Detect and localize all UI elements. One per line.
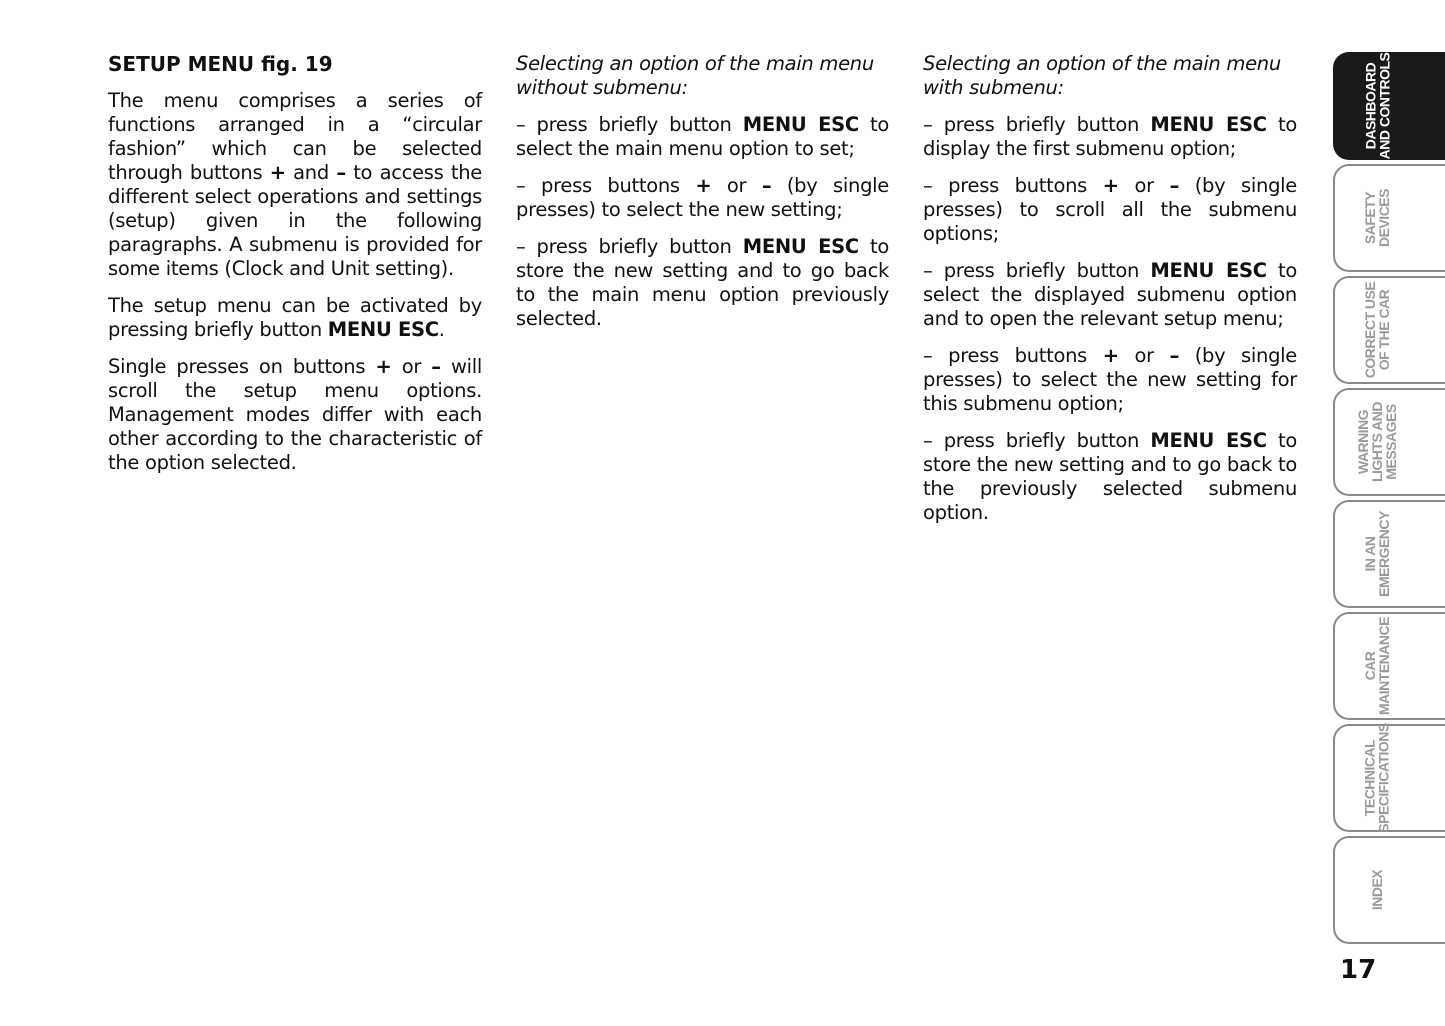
step-1 [923,113,1297,161]
button-name: MENU ESC [1150,113,1267,136]
step-4 [923,344,1297,416]
text: – press briefly button [923,113,1151,136]
step-2 [923,174,1297,246]
subheading-with-submenu: Selecting an option of the main menu with submenu: [923,52,1281,99]
minus-symbol: – [431,355,441,378]
text: to access the different select operations and settings (setup) given in the following paragraphs. A submenu is provided for some items (Clock and Unit setting). [108,161,482,280]
minus-symbol: – [1169,344,1180,367]
paragraph-1 [108,89,482,281]
minus-symbol: – [1169,174,1180,197]
paragraph-3 [108,355,482,475]
text: – press briefly button [516,113,743,136]
text: to display the first submenu option; [923,113,1297,160]
step-3 [516,235,889,331]
page-number: 17 [1340,955,1377,985]
text: and [285,161,337,184]
button-name: MENU ESC [1150,429,1267,452]
text: (by single presses) to select the new setting; [516,174,889,221]
text: – press briefly button [923,429,1151,452]
text: or [711,174,762,197]
plus-symbol: + [1102,174,1119,197]
tab-label-correct-use: CORRECT USE OF THE CAR [1362,281,1392,379]
step-5 [923,429,1297,525]
step-3 [923,259,1297,331]
text: – press briefly button [923,259,1151,282]
text: to store the new setting and to go back to the main menu option previously selected. [516,235,889,330]
plus-symbol: + [695,174,712,197]
text: – press buttons [923,344,1103,367]
tab-label-technical: TECHNICAL SPECIFICATIONS [1362,723,1393,833]
text: will scroll the setup menu options. Management modes differ with each other according to the characteristic of the option selected. [108,355,482,474]
text: – press buttons [516,174,696,197]
text: or [391,355,432,378]
step-1 [516,113,889,161]
minus-symbol: – [336,161,346,184]
text: The setup menu can be activated by pressing briefly button [108,294,482,341]
column-3 [923,52,1297,538]
text: The menu comprises a series of functions arranged in a “circular fashion” which can be selected through buttons [108,89,482,184]
tab-label-dashboard: DASHBOARD AND CONTROLS [1362,52,1392,160]
text: (by single presses) to scroll all the submenu options; [923,174,1297,245]
plus-symbol: + [269,161,286,184]
text: to store the new setting and to go back to the previously selected submenu option. [923,429,1297,524]
text: – press buttons [923,174,1103,197]
button-name: MENU ESC [742,235,859,258]
button-name: MENU ESC [327,318,439,341]
text: Single presses on buttons [108,355,376,378]
text: . [438,318,445,341]
plus-symbol: + [1102,344,1119,367]
text: to select the main menu option to set; [516,113,889,160]
minus-symbol: – [761,174,772,197]
column-2 [516,52,889,344]
step-2 [516,174,889,222]
text: or [1118,174,1170,197]
button-name: MENU ESC [1150,259,1267,282]
button-name: MENU ESC [742,113,859,136]
subheading-without-submenu: Selecting an option of the main menu without submenu: [516,52,874,99]
plus-symbol: + [375,355,392,378]
text: – press briefly button [516,235,743,258]
section-heading: SETUP MENU fig. 19 [108,52,333,76]
tab-label-index: INDEX [1368,869,1385,911]
text: (by single presses) to select the new setting for this submenu option; [923,344,1297,415]
tab-label-safety: SAFETY DEVICES [1362,189,1392,247]
text: or [1118,344,1170,367]
tab-label-maintenance: CAR MAINTENANCE [1362,617,1393,715]
text: to select the displayed submenu option and to open the relevant setup menu; [923,259,1297,330]
paragraph-2 [108,294,482,342]
tab-label-warning: WARNING LIGHTS AND MESSAGES [1355,401,1400,483]
column-1 [108,52,482,488]
tab-label-emergency: IN AN EMERGENCY [1362,511,1393,597]
